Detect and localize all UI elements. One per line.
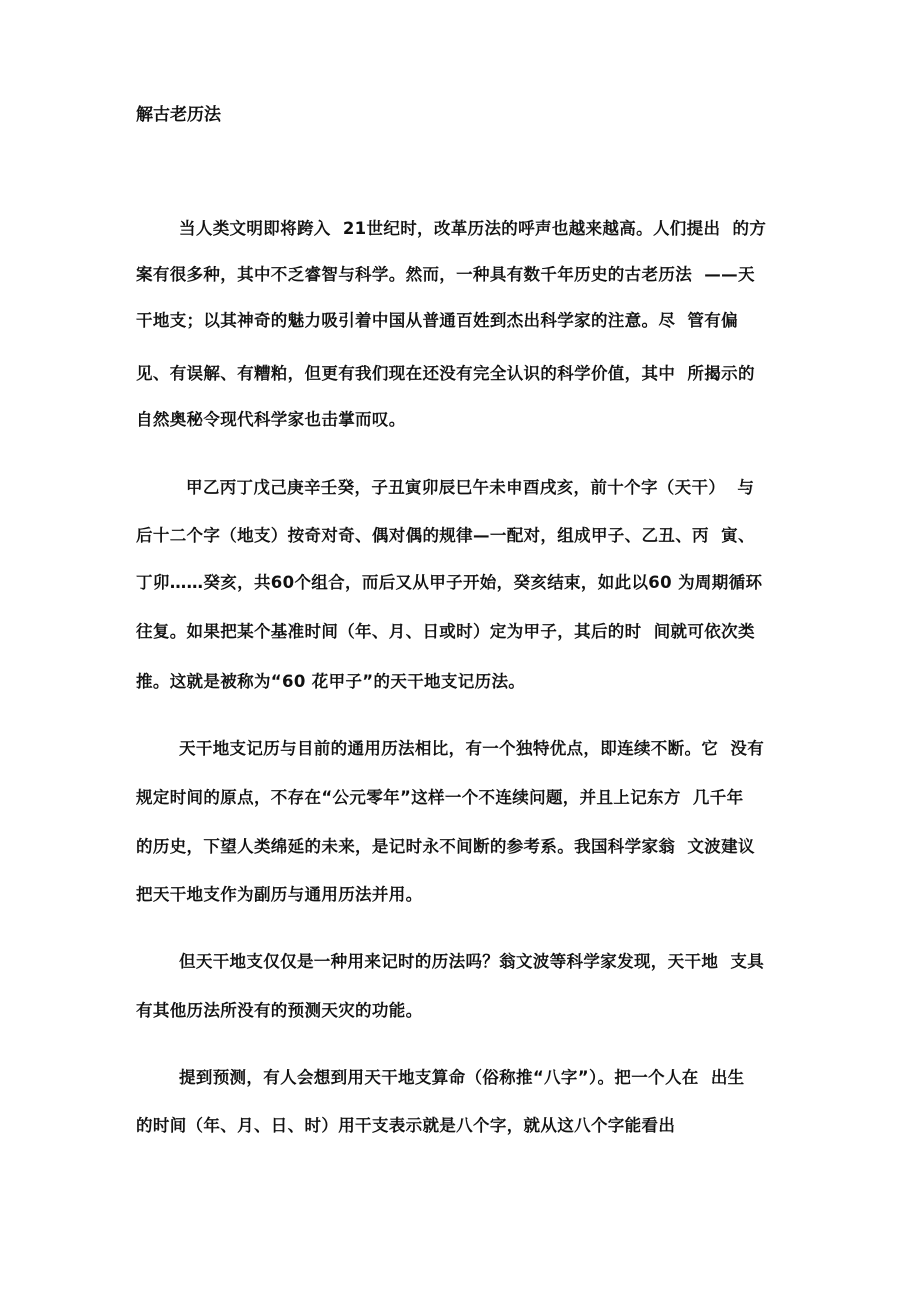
paragraph-3-line-1: 天干地支记历与目前的通用历法相比，有一个独特优点，即连续不断。它 没有 bbox=[179, 739, 765, 758]
paragraph-5-line-2: 的时间（年、月、日、时）用干支表示就是八个字，就从这八个字能看出 bbox=[136, 1116, 676, 1135]
paragraph-3-line-3: 的历史，下望人类绵延的未来，是记时永不间断的参考系。我国科学家翁 文波建议 bbox=[136, 837, 755, 856]
paragraph-2-line-1: 甲乙丙丁戊己庚辛壬癸，子丑寅卯辰巳午未申酉戌亥，前十个字（天干） 与 bbox=[186, 478, 755, 497]
paragraph-5-line-1: 提到预测，有人会想到用天干地支算命（俗称推“八字”）。把一个人在 出生 bbox=[179, 1068, 745, 1087]
paragraph-2-line-3: 丁卯……癸亥，共60个组合，而后又从甲子开始，癸亥结束，如此以60 为周期循环 bbox=[136, 573, 763, 592]
paragraph-2-line-5: 推。这就是被称为“60 花甲子”的天干地支记历法。 bbox=[136, 672, 526, 691]
document-title: 解古老历法 bbox=[136, 105, 221, 125]
paragraph-2-line-4: 往复。如果把某个基准时间（年、月、日或时）定为甲子，其后的时 间就可依次类 bbox=[136, 622, 755, 641]
paragraph-3-line-4: 把天干地支作为副历与通用历法并用。 bbox=[136, 885, 423, 904]
paragraph-2-line-2: 后十二个字（地支）按奇对奇、偶对偶的规律—一配对，组成甲子、乙丑、丙 寅、 bbox=[136, 526, 755, 545]
paragraph-4-line-2: 有其他历法所没有的预测天灾的功能。 bbox=[136, 1001, 423, 1020]
paragraph-1-line-1: 当人类文明即将跨入 21世纪时，改革历法的呼声也越来越高。人们提出 的方 bbox=[179, 219, 767, 238]
paragraph-1-line-4: 见、有误解、有糟粕，但更有我们现在还没有完全认识的科学价值，其中 所揭示的 bbox=[136, 364, 755, 383]
paragraph-4-line-1: 但天干地支仅仅是一种用来记时的历法吗？翁文波等科学家发现，天干地 支具 bbox=[179, 952, 765, 971]
paragraph-1-line-2: 案有很多种，其中不乏睿智与科学。然而，一种具有数千年历史的古老历法 ——天 bbox=[136, 265, 755, 284]
paragraph-1-line-5: 自然奥秘令现代科学家也击掌而叹。 bbox=[136, 410, 406, 429]
paragraph-1-line-3: 干地支；以其神奇的魅力吸引着中国从普通百姓到杰出科学家的注意。尽 管有偏 bbox=[136, 311, 738, 330]
paragraph-3-line-2: 规定时间的原点，不存在“公元零年”这样一个不连续问题，并且上记东方 几千年 bbox=[136, 788, 744, 807]
